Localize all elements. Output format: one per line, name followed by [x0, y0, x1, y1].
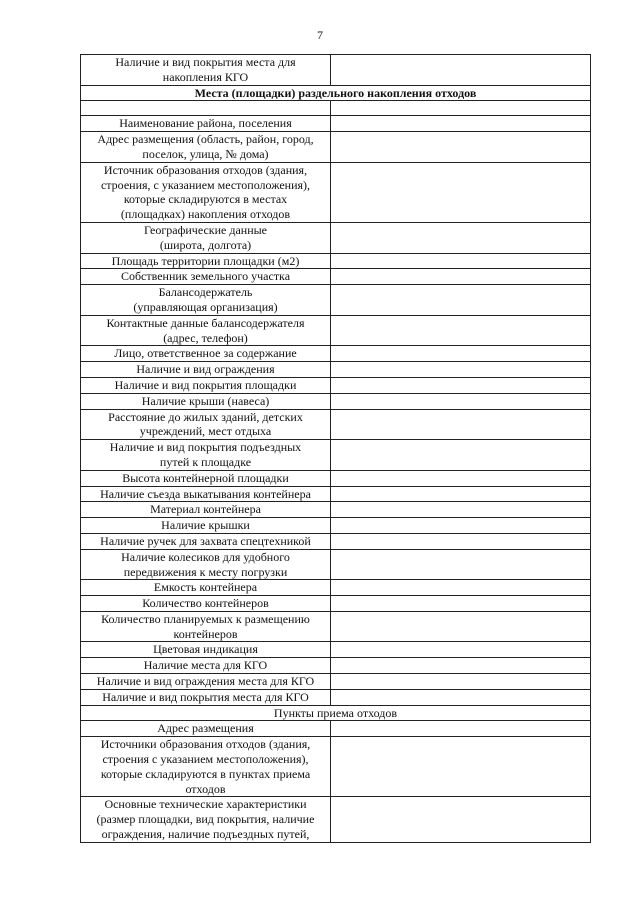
table-row	[81, 222, 591, 253]
field-value-cell[interactable]	[331, 253, 591, 269]
section-title-reception-points-row	[81, 705, 591, 721]
field-value-cell[interactable]	[331, 797, 591, 842]
field-value-cell[interactable]	[331, 377, 591, 393]
field-value-cell[interactable]	[331, 486, 591, 502]
field-label: Источники образования отходов (здания, строения с указанием местоположения), которые складируются в пунктах приема отходов	[81, 737, 331, 797]
section-title-separate-accumulation: Места (площадки) раздельного накопления отходов	[81, 85, 591, 101]
table-row	[81, 162, 591, 222]
table-row	[81, 689, 591, 705]
field-value-cell[interactable]	[331, 222, 591, 253]
field-label: Наличие и вид ограждения	[81, 362, 331, 378]
table-row	[81, 797, 591, 842]
field-value-cell[interactable]	[331, 362, 591, 378]
field-label: Высота контейнерной площадки	[81, 470, 331, 486]
field-label: Материал контейнера	[81, 502, 331, 518]
field-value-cell[interactable]	[331, 409, 591, 440]
field-value-cell[interactable]	[331, 269, 591, 285]
field-label: Наличие и вид покрытия подъездных путей к площадке	[81, 440, 331, 471]
table-row	[81, 611, 591, 642]
table-row	[81, 377, 591, 393]
field-value-cell[interactable]	[331, 737, 591, 797]
field-value-cell[interactable]	[331, 502, 591, 518]
field-label: Собственник земельного участка	[81, 269, 331, 285]
table-row	[81, 440, 591, 471]
field-label: Наличие и вид покрытия места для КГО	[81, 689, 331, 705]
field-value-cell[interactable]	[331, 518, 591, 534]
field-label: Емкость контейнера	[81, 580, 331, 596]
field-value-cell[interactable]	[331, 674, 591, 690]
spacer-cell	[331, 101, 591, 116]
table-row	[81, 393, 591, 409]
field-label: Наличие крыши (навеса)	[81, 393, 331, 409]
field-value-cell[interactable]	[331, 642, 591, 658]
table-row	[81, 132, 591, 163]
section-title-reception-points: Пункты приема отходов	[81, 705, 591, 721]
table-row	[81, 502, 591, 518]
table-row	[81, 285, 591, 316]
field-value-cell[interactable]	[331, 596, 591, 612]
field-label: Наличие места для КГО	[81, 658, 331, 674]
field-value-cell[interactable]	[331, 721, 591, 737]
field-value-cell[interactable]	[331, 580, 591, 596]
field-label: Контактные данные балансодержателя (адрес, телефон)	[81, 315, 331, 346]
table-row	[81, 737, 591, 797]
spacer-row	[81, 101, 591, 116]
table-row	[81, 362, 591, 378]
field-label: Наличие крышки	[81, 518, 331, 534]
field-label: Наличие колесиков для удобного передвижения к месту погрузки	[81, 549, 331, 580]
field-label: Адрес размещения	[81, 721, 331, 737]
field-value-cell[interactable]	[331, 440, 591, 471]
page-number: 7	[317, 28, 323, 42]
table-row	[81, 346, 591, 362]
field-value-cell[interactable]	[331, 549, 591, 580]
field-value-cell[interactable]	[331, 393, 591, 409]
field-label: Количество контейнеров	[81, 596, 331, 612]
table-row	[81, 269, 591, 285]
table-row	[81, 253, 591, 269]
field-label: Основные технические характеристики (размер площадки, вид покрытия, наличие ограждения, наличие подъездных путей,	[81, 797, 331, 842]
table-row	[81, 674, 591, 690]
form-table	[80, 54, 591, 843]
field-value-cell[interactable]	[331, 55, 591, 86]
field-value-cell[interactable]	[331, 116, 591, 132]
table-row	[81, 533, 591, 549]
field-value-cell[interactable]	[331, 315, 591, 346]
field-label: Источник образования отходов (здания, строения, с указанием местоположения), которые складируются в местах (площадках) накопления отходов	[81, 162, 331, 222]
field-label: Наличие и вид покрытия места для накопления КГО	[81, 55, 331, 86]
field-label: Цветовая индикация	[81, 642, 331, 658]
table-row	[81, 518, 591, 534]
table-row	[81, 642, 591, 658]
field-label: Расстояние до жилых зданий, детских учреждений, мест отдыха	[81, 409, 331, 440]
field-label: Количество планируемых к размещению контейнеров	[81, 611, 331, 642]
spacer-cell	[81, 101, 331, 116]
table-row	[81, 596, 591, 612]
field-label: Наличие и вид ограждения места для КГО	[81, 674, 331, 690]
field-label: Лицо, ответственное за содержание	[81, 346, 331, 362]
table-row	[81, 315, 591, 346]
table-row	[81, 486, 591, 502]
section-title-separate-accumulation-row	[81, 85, 591, 101]
form-table-body	[81, 55, 591, 843]
field-value-cell[interactable]	[331, 658, 591, 674]
field-value-cell[interactable]	[331, 470, 591, 486]
table-row	[81, 116, 591, 132]
field-label: Адрес размещения (область, район, город, поселок, улица, № дома)	[81, 132, 331, 163]
table-row	[81, 409, 591, 440]
field-value-cell[interactable]	[331, 533, 591, 549]
field-label: Площадь территории площадки (м2)	[81, 253, 331, 269]
field-label: Балансодержатель (управляющая организация)	[81, 285, 331, 316]
table-row	[81, 55, 591, 86]
field-value-cell[interactable]	[331, 689, 591, 705]
field-value-cell[interactable]	[331, 285, 591, 316]
field-label: Наличие съезда выкатывания контейнера	[81, 486, 331, 502]
field-value-cell[interactable]	[331, 132, 591, 163]
table-row	[81, 658, 591, 674]
table-row	[81, 470, 591, 486]
table-row	[81, 549, 591, 580]
field-label: Наличие и вид покрытия площадки	[81, 377, 331, 393]
field-value-cell[interactable]	[331, 611, 591, 642]
field-value-cell[interactable]	[331, 346, 591, 362]
table-row	[81, 721, 591, 737]
field-label: Наличие ручек для захвата спецтехникой	[81, 533, 331, 549]
table-row	[81, 580, 591, 596]
field-value-cell[interactable]	[331, 162, 591, 222]
field-label: Наименование района, поселения	[81, 116, 331, 132]
field-label: Географические данные (широта, долгота)	[81, 222, 331, 253]
